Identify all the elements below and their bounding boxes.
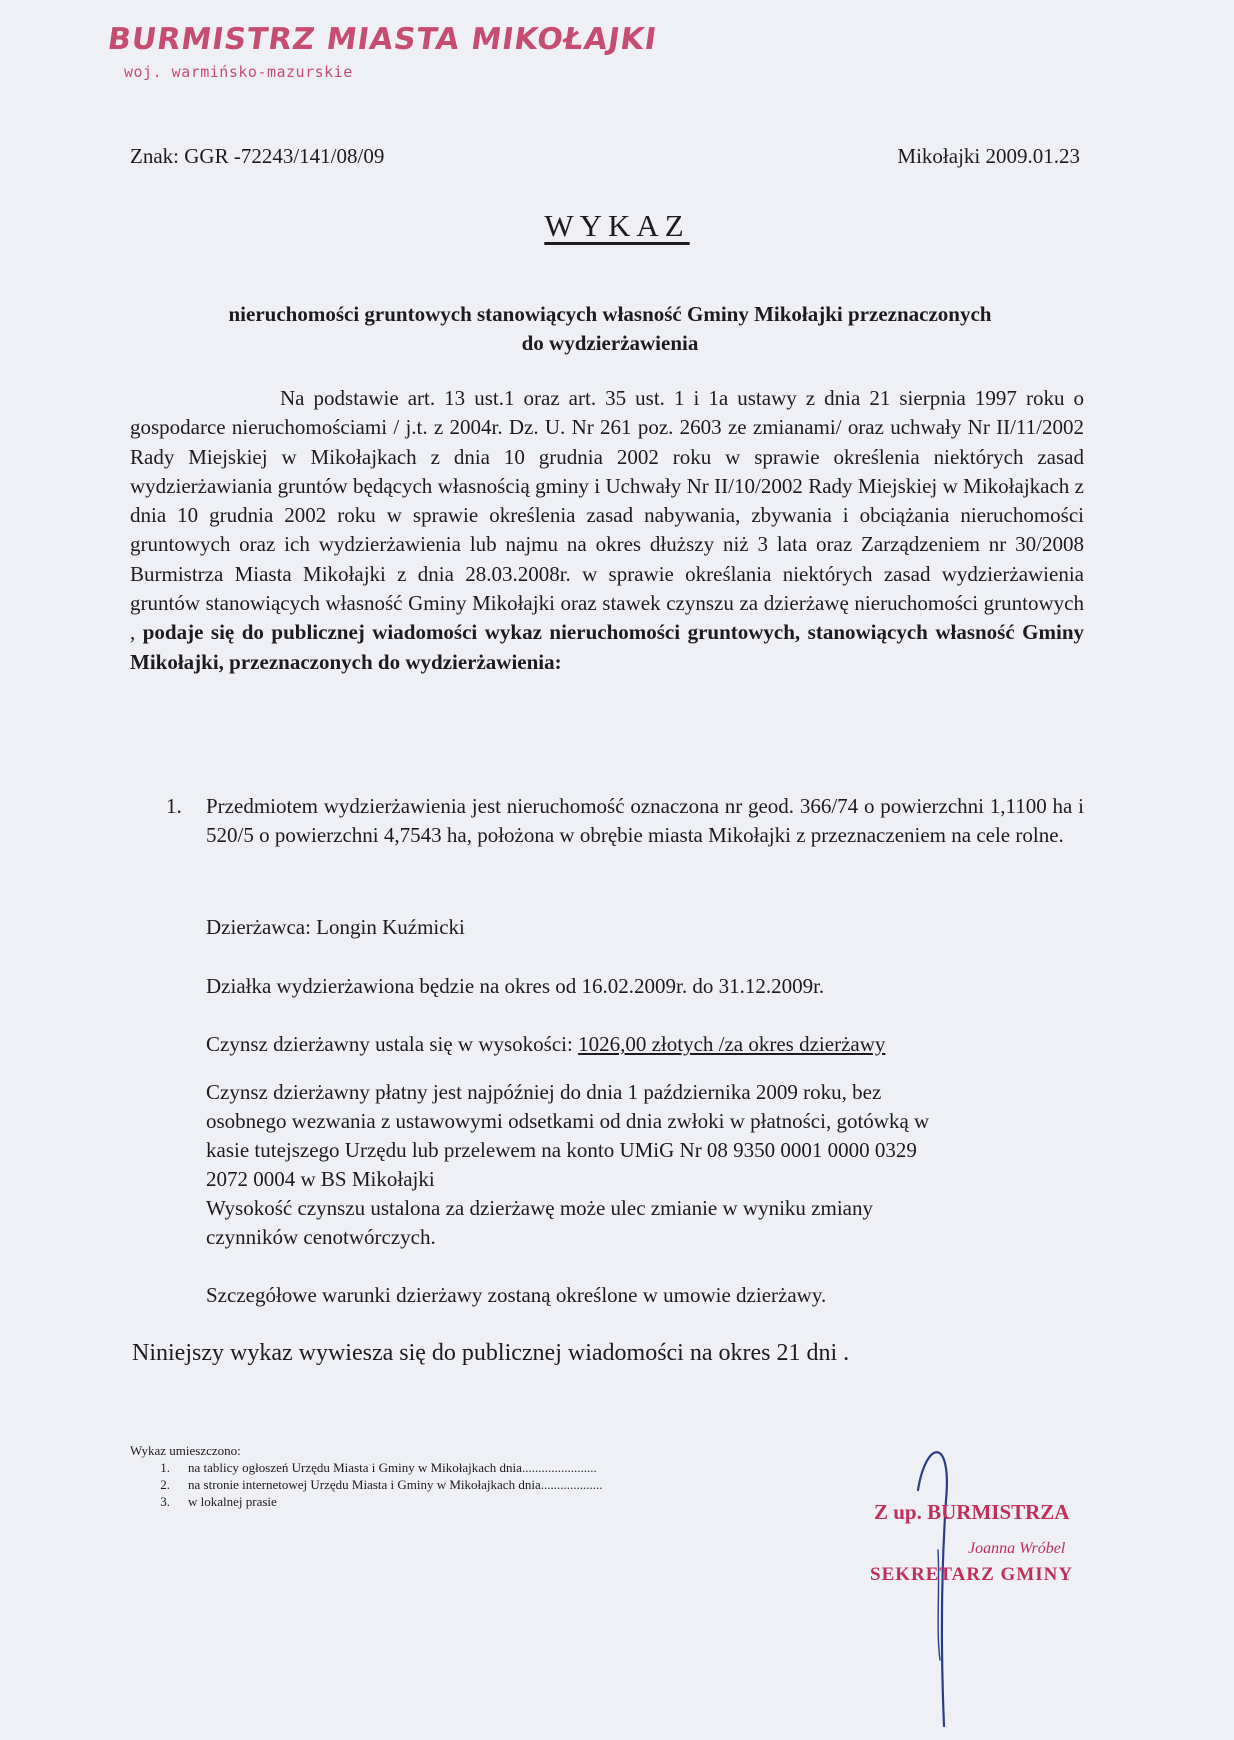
payment-line-3: kasie tutejszego Urzędu lub przelewem na konto UMiG Nr 08 9350 0001 0000 0329 [206, 1138, 917, 1162]
intro-bold-text: podaje się do publicznej wiadomości wykaz nieruchomości gruntowych, stanowiących własność Gminy Mikołajki, przeznaczonych do wydzierżawienia: [130, 620, 1085, 674]
posting-item-number: 2. [160, 1477, 170, 1492]
subtitle-line-2: do wydzierżawienia [521, 331, 699, 355]
intro-paragraph [130, 384, 1084, 677]
intro-normal-text: Na podstawie art. 13 ust.1 oraz art. 35 ust. 1 i 1a ustawy z dnia 21 sierpnia 1997 roku o gospodarce nieruchomościami / j.t. z 2004r. Dz. U. Nr 261 poz. 2603 ze zmianami/ oraz uchwały Nr II/11/2002 Rady Miejskiej w Mikołajkach z dnia 10 grudnia 2002 roku w sprawie określenia niektórych zasad wydzierżawiania gruntów będących własnością gminy i Uchwały Nr II/10/2002 Rady Miejskiej w Mikołajkach z dnia 10 grudnia 2002 roku w sprawie określenia zasad nabywania, zbywania i obciążania nieruchomości gruntowych oraz ich wydzierżawienia lub najmu na okres dłuższy niż 3 lata oraz Zarządzeniem nr 30/2008 Burmistrza Miasta Mikołajki z dnia 28.03.2008r. w sprawie określania niektórych zasad wydzierżawienia gruntów stanowiących własność Gminy Mikołajki oraz stawek czynszu za dzierżawę nieruchomości gruntowych , [130, 386, 1084, 645]
list-item [166, 792, 1084, 850]
document-subtitle [140, 300, 1080, 358]
mayor-stamp [105, 22, 660, 81]
posting-item [130, 1459, 602, 1476]
place-date: Mikołajki 2009.01.23 [897, 144, 1080, 168]
payment-paragraph [206, 1078, 1026, 1252]
posting-heading: Wykaz umieszczono: [130, 1443, 241, 1458]
subtitle-line-1: nieruchomości gruntowych stanowiących własność Gminy Mikołajki przeznaczonych [228, 302, 992, 326]
tenant-line: Dzierżawca: Longin Kuźmicki [206, 915, 465, 939]
posting-item-number: 3. [160, 1494, 170, 1509]
posting-item [130, 1476, 602, 1493]
posting-item-text: na tablicy ogłoszeń Urzędu Miasta i Gminy w Mikołajkach dnia....................... [188, 1460, 597, 1475]
payment-line-1: Czynsz dzierżawny płatny jest najpóźniej do dnia 1 października 2009 roku, bez [206, 1080, 882, 1104]
stamp-signer-role: SEKRETARZ GMINY [870, 1564, 1074, 1585]
period-line: Działka wydzierżawiona będzie na okres od 16.02.2009r. do 31.12.2009r. [206, 974, 825, 998]
stamp-line-1: BURMISTRZ MIASTA MIKOŁAJKI [105, 22, 660, 57]
payment-line-4: 2072 0004 w BS Mikołajki [206, 1167, 435, 1191]
change-line-1: Wysokość czynszu ustalona za dzierżawę może ulec zmianie w wyniku zmiany [206, 1196, 873, 1220]
posting-notes [130, 1442, 602, 1510]
change-line-2: czynników cenotwórczych. [206, 1225, 436, 1249]
details-line: Szczegółowe warunki dzierżawy zostaną określone w umowie dzierżawy. [206, 1283, 827, 1307]
posting-item [130, 1493, 602, 1510]
posting-item-text: na stronie internetowej Urzędu Miasta i Gminy w Mikołajkach dnia................... [188, 1477, 603, 1492]
reference-number: Znak: GGR -72243/141/08/09 [130, 144, 385, 168]
posting-item-number: 1. [160, 1460, 170, 1475]
item-description: Przedmiotem wydzierżawienia jest nieruchomość oznaczona nr geod. 366/74 o powierzchni 1,1100 ha i 520/5 o powierzchni 4,7543 ha, położona w obrębie miasta Mikołajki z przeznaczeniem na cele rolne. [206, 794, 1084, 847]
rent-value: 1026,00 złotych /za okres dzierżawy [578, 1032, 886, 1056]
closing-statement: Niniejszy wykaz wywiesza się do publicznej wiadomości na okres 21 dni . [132, 1340, 850, 1366]
payment-line-2: osobnego wezwania z ustawowymi odsetkami od dnia zwłoki w płatności, gotówką w [206, 1109, 930, 1133]
document-title: WYKAZ [544, 208, 690, 243]
item-number: 1. [166, 794, 182, 818]
stamp-signer-name: Joanna Wróbel [968, 1540, 1066, 1557]
rent-line [206, 1030, 885, 1059]
posting-item-text: w lokalnej prasie [188, 1494, 277, 1509]
stamp-authority: Z up. BURMISTRZA [874, 1500, 1070, 1524]
stamp-line-2: woj. warmińsko-mazurskie [124, 63, 353, 81]
rent-label: Czynsz dzierżawny ustala się w wysokości: [206, 1032, 573, 1056]
